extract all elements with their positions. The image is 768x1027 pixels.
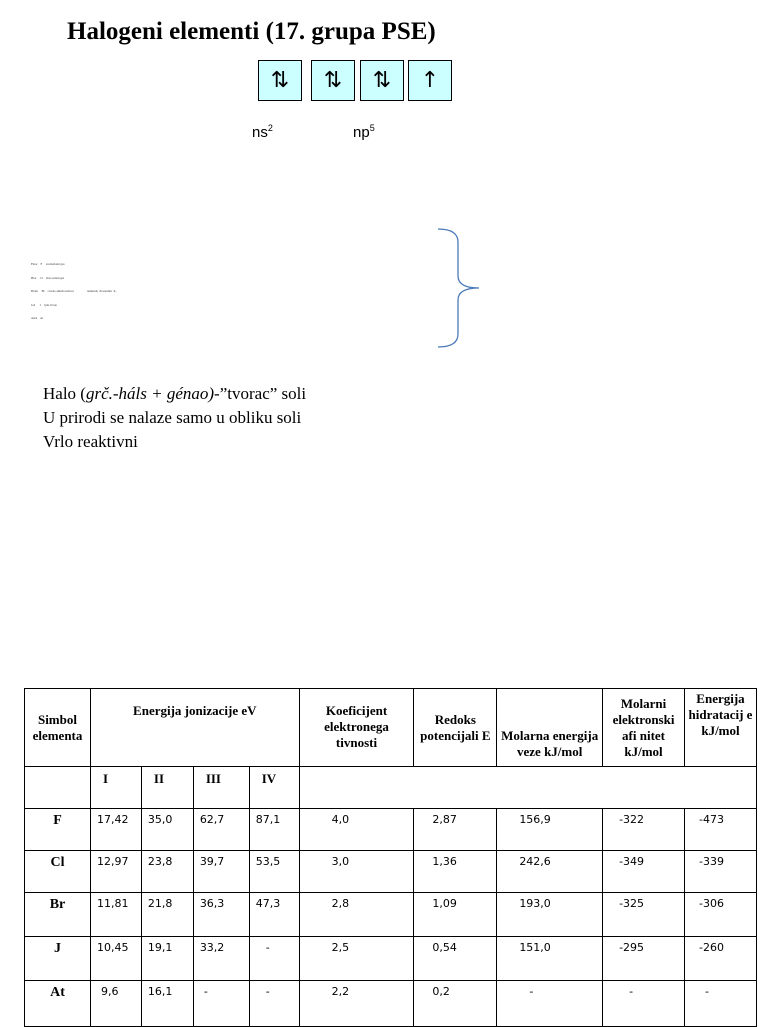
redox-value: 0,2	[414, 981, 497, 1027]
page-title: Halogeni elementi (17. grupa PSE)	[67, 18, 436, 45]
affinity-value: -325	[603, 893, 685, 937]
ionization-4: 87,1	[249, 809, 299, 851]
redox-value: 1,36	[414, 851, 497, 893]
bond-energy-value: 156,9	[497, 809, 603, 851]
affinity-value: -295	[603, 937, 685, 981]
header-electron-affinity: Molarni elektronski afi nitet kJ/mol	[603, 689, 685, 767]
ionization-3: 33,2	[193, 937, 249, 981]
header-symbol: Simbol elementa	[25, 689, 91, 767]
element-list	[31, 253, 117, 325]
electronegativity-value: 2,8	[299, 893, 414, 937]
ionization-1: 10,45	[90, 937, 141, 981]
redox-value: 1,09	[414, 893, 497, 937]
label-ns2: $ns^2$	[252, 123, 273, 141]
bond-energy-value: -	[497, 981, 603, 1027]
header-bond-energy: Molarna energija veze kJ/mol	[497, 689, 603, 767]
hydration-value: -306	[684, 893, 756, 937]
bond-energy-value: 242,6	[497, 851, 603, 893]
ionization-1: 12,97	[90, 851, 141, 893]
description-block	[43, 382, 306, 454]
ionization-4: 47,3	[249, 893, 299, 937]
affinity-value: -	[603, 981, 685, 1027]
element-list-item: Brom Br crveno-smeđa tečnost nemetali, dvoatomni X₂	[31, 289, 117, 293]
ionization-3: -	[193, 981, 249, 1027]
redox-value: 2,87	[414, 809, 497, 851]
ionization-3: 36,3	[193, 893, 249, 937]
header-electronegativity: Koeficijent elektronega tivnosti	[299, 689, 414, 767]
element-symbol: At	[25, 981, 91, 1027]
ionization-2: 19,1	[141, 937, 193, 981]
redox-value: 0,54	[414, 937, 497, 981]
element-symbol: F	[25, 809, 91, 851]
table-row	[25, 851, 757, 893]
element-list-item: Astat At	[31, 316, 44, 320]
ionization-3: 62,7	[193, 809, 249, 851]
orbital-box-ns: ⇅	[258, 60, 302, 101]
electronegativity-value: 3,0	[299, 851, 414, 893]
table-row	[25, 981, 757, 1027]
ionization-2: 35,0	[141, 809, 193, 851]
ionization-2: 16,1	[141, 981, 193, 1027]
roman-iv: IV	[249, 767, 299, 809]
element-symbol: Br	[25, 893, 91, 937]
bond-energy-value: 193,0	[497, 893, 603, 937]
table-row	[25, 937, 757, 981]
hydration-value: -339	[684, 851, 756, 893]
table-cell	[25, 767, 91, 809]
ionization-1: 9,6	[90, 981, 141, 1027]
ionization-4: 53,5	[249, 851, 299, 893]
electronegativity-value: 2,5	[299, 937, 414, 981]
orbital-box-np1: ⇅	[311, 60, 355, 101]
ionization-2: 23,8	[141, 851, 193, 893]
table-cell	[299, 767, 756, 809]
table-row	[25, 893, 757, 937]
header-hydration: Energija hidratacij e kJ/mol	[684, 689, 756, 767]
hydration-value: -	[684, 981, 756, 1027]
orbital-box-np2: ⇅	[360, 60, 404, 101]
table-row	[25, 809, 757, 851]
affinity-value: -349	[603, 851, 685, 893]
occurrence-line: U prirodi se nalaze samo u obliku soli	[43, 408, 302, 427]
element-list-item: Hlor Cl žuto-zeleni gas	[31, 275, 65, 280]
ionization-4: -	[249, 937, 299, 981]
orbital-box-np3: ↑	[408, 60, 452, 101]
ionization-1: 11,81	[90, 893, 141, 937]
element-list-item: Fluor F svetlozlatni gas	[31, 262, 65, 266]
table-header-row	[25, 689, 757, 767]
element-list-item: Jod I ljub.čvrsto	[31, 302, 58, 307]
roman-ii: II	[141, 767, 193, 809]
affinity-value: -322	[603, 809, 685, 851]
element-symbol: J	[25, 937, 91, 981]
hydration-value: -260	[684, 937, 756, 981]
reactivity-line: Vrlo reaktivni	[43, 432, 138, 451]
bond-energy-value: 151,0	[497, 937, 603, 981]
table-subheader-row	[25, 767, 757, 809]
electronegativity-value: 2,2	[299, 981, 414, 1027]
etymology-line: Halo (grč.-háls + génao)-”tvorac” soli	[43, 384, 307, 403]
header-redox: Redoks potencijali E	[414, 689, 497, 767]
curly-brace-icon	[432, 226, 484, 352]
roman-iii: III	[193, 767, 249, 809]
ionization-2: 21,8	[141, 893, 193, 937]
hydration-value: -473	[684, 809, 756, 851]
header-ionization: Energija jonizacije eV	[90, 689, 299, 767]
ionization-4: -	[249, 981, 299, 1027]
ionization-1: 17,42	[90, 809, 141, 851]
roman-i: I	[90, 767, 141, 809]
element-symbol: Cl	[25, 851, 91, 893]
halogen-properties-table	[24, 688, 757, 1027]
electronegativity-value: 4,0	[299, 809, 414, 851]
label-np5: $np^5$	[353, 123, 375, 141]
ionization-3: 39,7	[193, 851, 249, 893]
